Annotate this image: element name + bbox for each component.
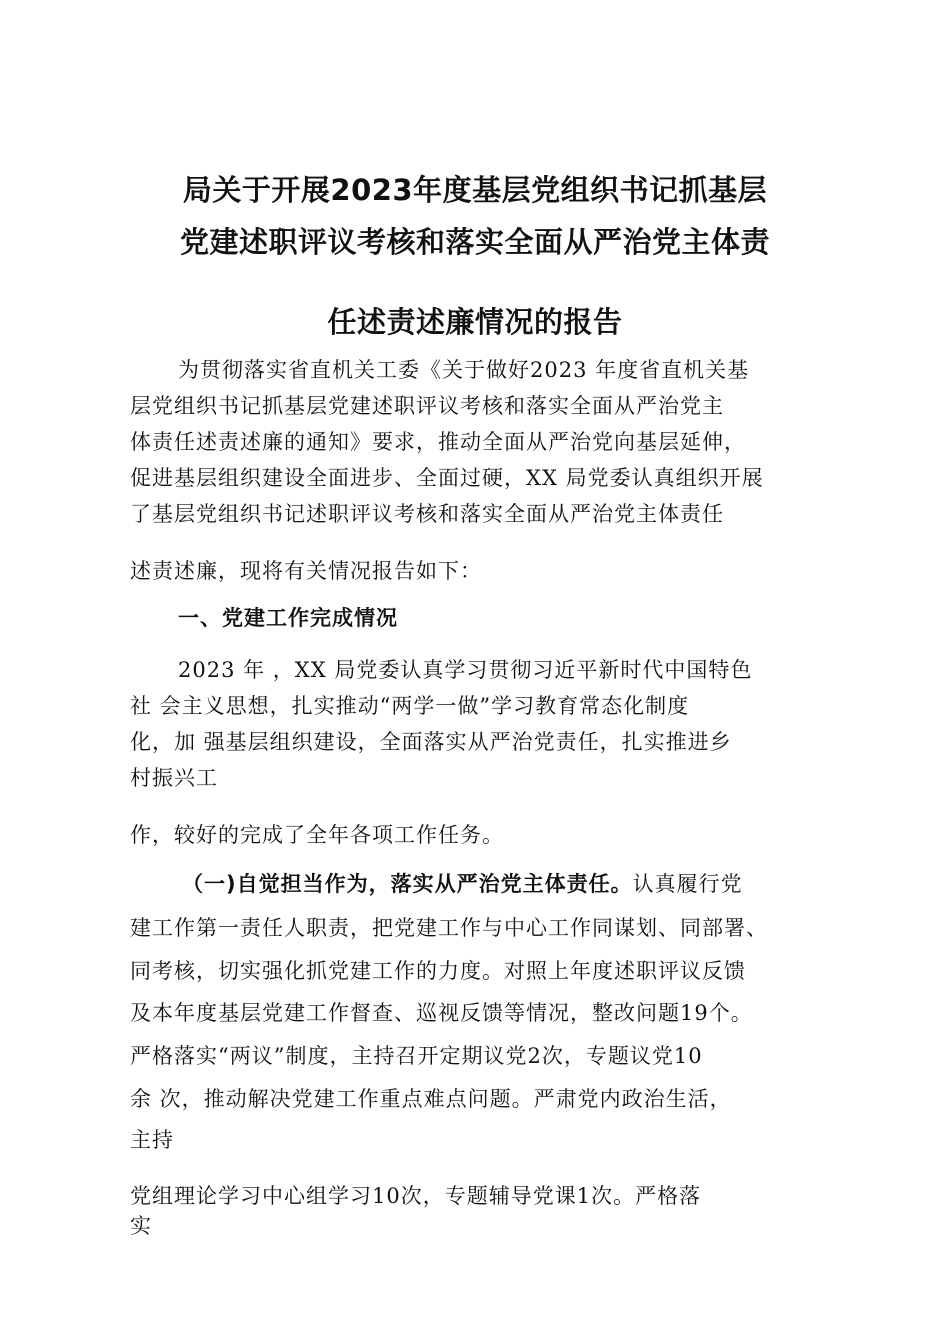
intro-line-5: 了基层党组织书记述职评议考核和落实全面从严治党主体责任	[130, 502, 724, 526]
subsection-line-8: 党组理论学习中心组学习10次，专题辅导党课1次。严格落	[130, 1184, 702, 1208]
subsection-heading: （一)自觉担当作为，落实从严治党主体责任。	[182, 872, 633, 896]
intro-line-2: 层党组织书记抓基层党建述职评议考核和落实全面从严治党主	[130, 394, 724, 418]
subsection-line-5: 严格落实“两议”制度，主持召开定期议党2次，专题议党10	[130, 1044, 703, 1068]
section-paragraph-line-5: 作，较好的完成了全年各项工作任务。	[130, 823, 504, 847]
section-paragraph-line-4: 村振兴工	[130, 766, 218, 790]
subsection-line-2: 建工作第一责任人职责，把党建工作与中心工作同谋划、同部署、	[130, 916, 768, 940]
document-title-line-2: 党建述职评议考核和落实全面从严治党主体责	[179, 225, 770, 259]
subsection-line-3: 同考核，切实强化抓党建工作的力度。对照上年度述职评议反馈	[130, 959, 746, 983]
subsection-line-1	[182, 869, 743, 899]
subsection-line-7: 主持	[130, 1128, 174, 1152]
subsection-heading-rest: 认真履行党	[632, 872, 743, 896]
subsection-line-4: 及本年度基层党建工作督查、巡视反馈等情况，整改问题19个。	[130, 1001, 753, 1025]
section-paragraph-line-2: 社 会主义思想，扎实推动“两学一做”学习教育常态化制度	[130, 694, 690, 718]
intro-line-1: 为贯彻落实省直机关工委《关于做好2023 年度省直机关基	[178, 358, 750, 382]
section-heading: 一、党建工作完成情况	[178, 606, 398, 630]
intro-line-6: 述责述廉，现将有关情况报告如下：	[130, 559, 482, 583]
document-title-line-1: 局关于开展2023年度基层党组织书记抓基层	[182, 173, 768, 207]
document-title-line-3: 任述责述廉情况的报告	[327, 305, 623, 339]
intro-line-4: 促进基层组织建设全面进步、全面过硬，XX 局党委认真组织开展	[130, 466, 764, 490]
intro-line-3: 体责任述责述廉的通知》要求，推动全面从严治党向基层延伸，	[130, 430, 746, 454]
subsection-line-6: 余 次，推动解决党建工作重点难点问题。严肃党内政治生活，	[130, 1087, 732, 1111]
section-paragraph-line-3: 化，加 强基层组织建设，全面落实从严治党责任，扎实推进乡	[130, 730, 732, 754]
section-paragraph-line-1: 2023 年 ，XX 局党委认真学习贯彻习近平新时代中国特色	[178, 658, 753, 682]
subsection-line-9: 实	[130, 1214, 152, 1238]
